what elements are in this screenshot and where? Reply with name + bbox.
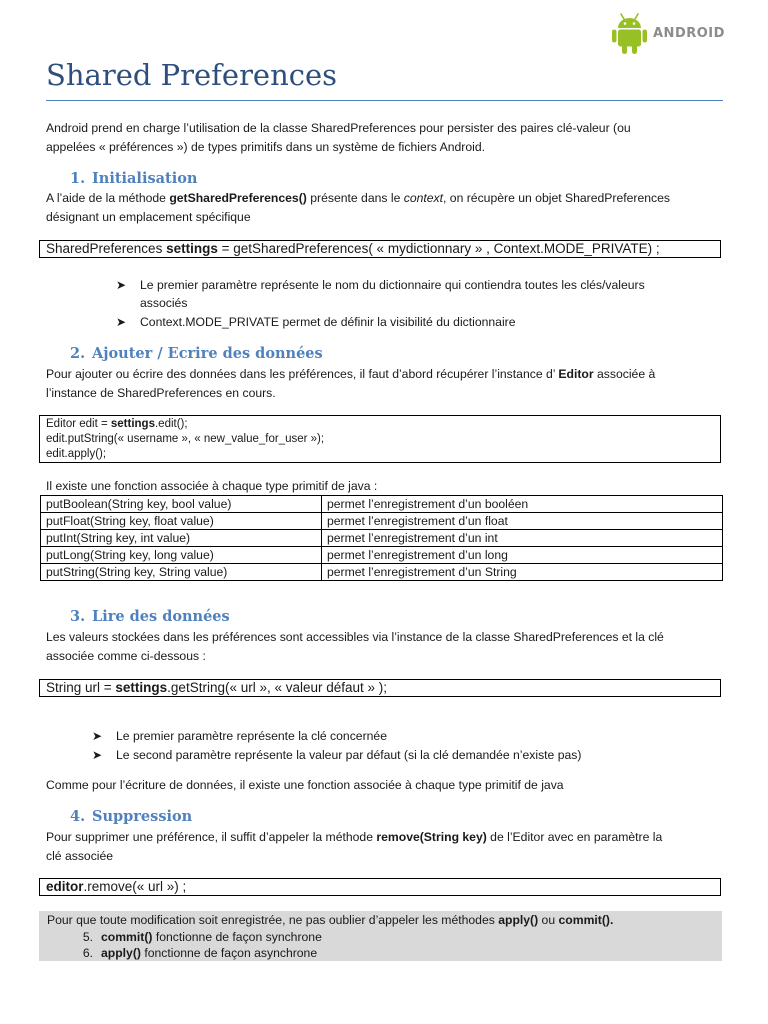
context-word: context <box>403 191 444 205</box>
code-line: edit.putString(« username », « new_value_for_user »); <box>46 433 325 445</box>
code-box-get-string <box>39 679 721 697</box>
code-run: .getString(« url », « valeur défaut » ); <box>167 680 388 695</box>
section-number: 4. <box>70 808 86 825</box>
description-cell: permet l’enregistrement d’un float <box>322 513 723 530</box>
note-list-item <box>47 945 714 962</box>
bullet-text: Context.MODE_PRIVATE permet de définir la visibilité du dictionnaire <box>140 315 516 329</box>
arrow-bullet-icon: ➤ <box>116 315 127 329</box>
table-row <box>41 496 723 513</box>
section-title: Lire des données <box>92 608 230 625</box>
section-number: 3. <box>70 608 86 625</box>
bullet-item <box>116 313 740 331</box>
code-box-editor <box>39 415 721 463</box>
section-heading-lire <box>70 608 230 625</box>
arrow-bullet-icon: ➤ <box>116 278 127 292</box>
section-title: Ajouter / Ecrire des données <box>92 345 323 362</box>
text-run: fonctionne de façon asynchrone <box>140 946 318 960</box>
description-cell: permet l’enregistrement d’un int <box>322 530 723 547</box>
section-3-after-text: Comme pour l’écriture de données, il existe une fonction associée à chaque type primitif de java <box>46 778 564 792</box>
code-run: .remove(« url ») ; <box>83 879 187 894</box>
section-heading-ajouter <box>70 345 323 362</box>
text-run: , on récupère un objet SharedPreferences <box>443 191 670 205</box>
description-cell: permet l’enregistrement d’un String <box>322 564 723 581</box>
method-name: apply() <box>498 913 539 927</box>
function-cell: putString(String key, String value) <box>41 564 322 581</box>
list-number: 6. <box>82 946 93 960</box>
bullet-text: Le premier paramètre représente la clé concernée <box>116 729 387 743</box>
section-heading-suppression <box>70 808 192 825</box>
note-list-item <box>47 929 714 946</box>
code-run: .edit(); <box>154 418 188 430</box>
code-variable: settings <box>110 418 155 430</box>
table-row <box>41 513 723 530</box>
section-2-paragraph <box>46 365 726 403</box>
section-title: Initialisation <box>92 170 198 187</box>
arrow-bullet-icon: ➤ <box>92 729 103 743</box>
intro-line-1: Android prend en charge l’utilisation de la classe SharedPreferences pour persister des paires clé-valeur (ou <box>46 121 631 135</box>
text-run: Les valeurs stockées dans les préférences sont accessibles via l’instance de la classe SharedPreferences et la clé <box>46 630 664 644</box>
text-run: clé associée <box>46 849 114 863</box>
arrow-bullet-icon: ➤ <box>92 748 103 762</box>
section-number: 1. <box>70 170 86 187</box>
section-4-paragraph <box>46 828 726 866</box>
intro-line-2: appelées « préférences ») de types primitifs dans un système de fichiers Android. <box>46 140 485 154</box>
code-variable: settings <box>115 680 168 695</box>
text-run: Pour supprimer une préférence, il suffit d’appeler la méthode <box>46 830 377 844</box>
code-variable: settings <box>166 241 218 256</box>
text-run: désignant un emplacement spécifique <box>46 210 251 224</box>
bullet-item <box>92 746 716 764</box>
text-run: ou <box>538 913 559 927</box>
intro-paragraph <box>46 119 726 157</box>
code-run: = getSharedPreferences( « mydictionnary » , Context.MODE_PRIVATE) ; <box>217 241 660 256</box>
function-cell: putInt(String key, int value) <box>41 530 322 547</box>
bullet-text: Le second paramètre représente la valeur par défaut (si la clé demandée n’existe pas) <box>116 748 582 762</box>
text-run: présente dans le <box>306 191 404 205</box>
text-run: fonctionne de façon synchrone <box>152 929 322 944</box>
bullet-item <box>116 276 740 312</box>
text-run: associée comme ci-dessous : <box>46 649 206 663</box>
method-name: getSharedPreferences() <box>169 191 307 205</box>
android-logo <box>611 12 727 56</box>
section-3-paragraph <box>46 628 726 666</box>
text-run: associée à <box>593 367 656 381</box>
bullet-text: Le premier paramètre représente le nom du dictionnaire qui contiendra toutes les clés/valeurs <box>140 278 645 292</box>
text-run: l’instance de SharedPreferences en cours. <box>46 386 276 400</box>
code-line: edit.apply(); <box>46 448 107 460</box>
section-heading-initialisation <box>70 170 197 187</box>
code-box-get-preferences <box>39 240 721 258</box>
code-variable: editor <box>46 879 84 894</box>
method-name: remove(String key) <box>376 830 487 844</box>
section-title: Suppression <box>92 808 193 825</box>
method-name: commit() <box>101 929 153 944</box>
code-box-remove <box>39 878 721 896</box>
section-number: 2. <box>70 345 86 362</box>
page-title: Shared Preferences <box>46 58 338 92</box>
text-run: Pour ajouter ou écrire des données dans les préférences, il faut d’abord récupérer l’instance d’ <box>46 367 559 381</box>
table-row <box>41 564 723 581</box>
section-1-paragraph <box>46 189 726 227</box>
table-row <box>41 530 723 547</box>
method-name: commit(). <box>558 913 614 927</box>
title-divider <box>46 100 723 101</box>
table-row <box>41 547 723 564</box>
function-cell: putLong(String key, long value) <box>41 547 322 564</box>
text-run: A l’aide de la méthode <box>46 191 170 205</box>
code-run: String url = <box>46 680 116 695</box>
function-cell: putBoolean(String key, bool value) <box>41 496 322 513</box>
list-number: 5. <box>82 929 93 944</box>
code-run: SharedPreferences <box>46 241 167 256</box>
put-functions-table <box>40 495 723 581</box>
description-cell: permet l’enregistrement d’un long <box>322 547 723 564</box>
class-name: Editor <box>558 367 594 381</box>
text-run: de l’Editor avec en paramètre la <box>486 830 663 844</box>
android-wordmark: ANDROID <box>653 26 725 41</box>
table-intro: Il existe une fonction associée à chaque type primitif de java : <box>46 479 378 493</box>
bullet-item <box>92 727 716 745</box>
function-cell: putFloat(String key, float value) <box>41 513 322 530</box>
method-name: apply() <box>101 946 141 960</box>
description-cell: permet l’enregistrement d’un booléen <box>322 496 723 513</box>
note-box <box>39 911 722 961</box>
text-run: Pour que toute modification soit enregistrée, ne pas oublier d’appeler les méthodes <box>47 913 499 927</box>
code-run: Editor edit = <box>46 418 111 430</box>
bullet-text: associés <box>140 296 188 310</box>
